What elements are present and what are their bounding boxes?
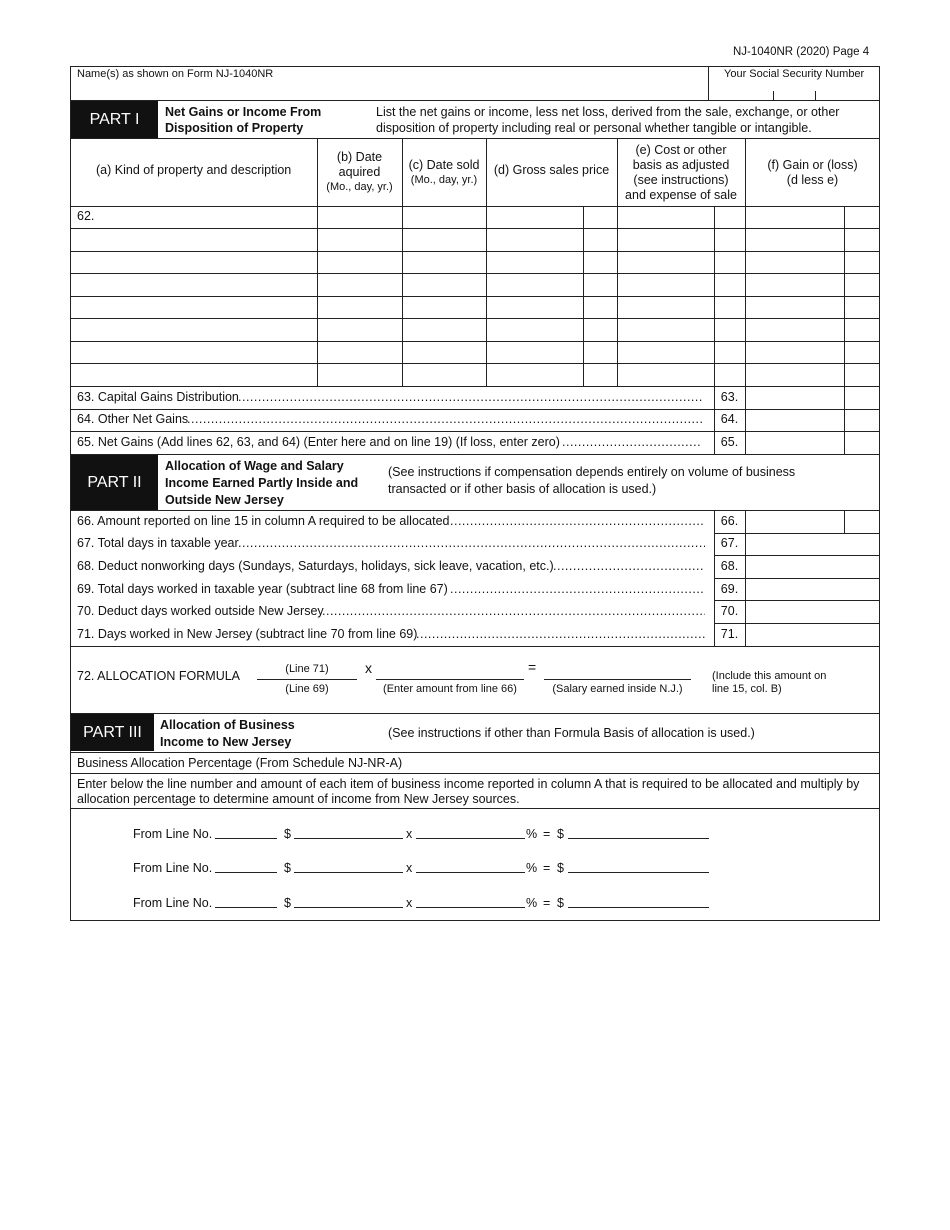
col-e-header-4: and expense of sale: [625, 188, 737, 202]
col-d-header: (d) Gross sales price: [493, 163, 610, 177]
formula-fraction-bar: [257, 679, 357, 680]
amount-field[interactable]: [294, 872, 403, 873]
part3-instructions-2: allocation percentage to determine amount of income from New Jersey sources.: [77, 792, 520, 806]
formula-salary-label: (Salary earned inside N.J.): [552, 683, 683, 695]
formula-times: x: [365, 660, 372, 676]
ssn-label: Your Social Security Number: [724, 68, 865, 80]
part3-title-2: Income to New Jersey: [160, 735, 292, 749]
line-63-input[interactable]: [745, 386, 880, 409]
line-69-label: 69. Total days worked in taxable year (subtract line 68 from line 67): [77, 582, 448, 596]
col-b-header-3: (Mo., day, yr.): [326, 181, 393, 193]
formula-denominator: (Line 69): [285, 683, 329, 695]
line-62-label: 62.: [77, 209, 95, 223]
line-66-num: 66.: [720, 514, 739, 528]
part3-desc: (See instructions if other than Formula Basis of allocation is used.): [388, 726, 755, 740]
col-a-header: (a) Kind of property and description: [96, 163, 292, 177]
col-e-header-2: basis as adjusted: [632, 158, 730, 172]
percentage-field[interactable]: [416, 838, 525, 839]
dollar-sign: $: [557, 861, 564, 875]
result-field[interactable]: [568, 872, 709, 873]
part3-instructions-1: Enter below the line number and amount of each item of business income reported in column A that is required to be allocated and multiply by: [77, 777, 860, 791]
line-64-label: 64. Other Net Gains: [77, 412, 189, 426]
formula-enter-amount: (Enter amount from line 66): [383, 683, 517, 695]
equals-sign: =: [543, 896, 551, 910]
line-63-label: 63. Capital Gains Distribution: [77, 390, 239, 404]
part2-title-3: Outside New Jersey: [165, 493, 284, 507]
part2-title-2: Income Earned Partly Inside and: [165, 476, 359, 490]
names-field[interactable]: [70, 66, 708, 100]
col-c-header-2: (Mo., day, yr.): [410, 174, 478, 186]
part2-desc-2: transacted or if other basis of allocation is used.): [388, 482, 657, 496]
part3-tag: PART III: [71, 714, 154, 751]
part1-tag: PART I: [71, 101, 158, 138]
page-label: NJ-1040NR (2020) Page 4: [733, 46, 870, 58]
part3-title-1: Allocation of Business: [160, 718, 295, 732]
from-line-label: From Line No.: [133, 896, 213, 910]
col-b-header-2: aquired: [338, 165, 381, 179]
from-line-label: From Line No.: [133, 861, 213, 875]
line-65-label: 65. Net Gains (Add lines 62, 63, and 64) (Enter here and on line 19) (If loss, enter zero): [77, 435, 560, 449]
col-f-header-1: (f) Gain or (loss): [767, 158, 858, 172]
line-70-label: 70. Deduct days worked outside New Jersey: [77, 604, 324, 618]
names-label: Name(s) as shown on Form NJ-1040NR: [77, 68, 274, 80]
line-67-label: 67. Total days in taxable year: [77, 536, 239, 550]
percentage-field[interactable]: [416, 872, 525, 873]
percent-sign: %: [526, 861, 538, 875]
formula-include-2: line 15, col. B): [712, 683, 782, 695]
line-number-field[interactable]: [215, 838, 277, 839]
line-64-num: 64.: [720, 412, 739, 426]
line-67-input[interactable]: [745, 533, 880, 555]
line-67-num: 67.: [720, 536, 739, 550]
percent-sign: %: [526, 896, 538, 910]
line-number-field[interactable]: [215, 872, 277, 873]
line-70-input[interactable]: [745, 600, 880, 623]
times-sign: x: [406, 827, 413, 841]
ssn-field[interactable]: [709, 80, 879, 100]
from-line-label: From Line No.: [133, 827, 213, 841]
line-71-label: 71. Days worked in New Jersey (subtract line 70 from line 69): [77, 627, 418, 641]
line-69-num: 69.: [720, 582, 739, 596]
formula-numerator: (Line 71): [285, 663, 329, 675]
part1-title-1: Net Gains or Income From: [165, 105, 322, 119]
part2-title-1: Allocation of Wage and Salary: [165, 459, 344, 473]
formula-equals: =: [528, 659, 537, 675]
part1-title-2: Disposition of Property: [165, 121, 304, 135]
line-68-label: 68. Deduct nonworking days (Sundays, Saturdays, holidays, sick leave, vacation, etc.): [77, 559, 554, 573]
times-sign: x: [406, 896, 413, 910]
line-70-num: 70.: [720, 604, 739, 618]
part1-desc-2: disposition of property including real or personal whether tangible or intangible.: [376, 121, 812, 135]
dollar-sign: $: [557, 827, 564, 841]
col-c-header-1: (c) Date sold: [408, 158, 480, 172]
col-b-header-1: (b) Date: [336, 150, 383, 164]
col-e-header-1: (e) Cost or other: [635, 143, 727, 157]
part2-tag: PART II: [71, 455, 158, 510]
dollar-sign: $: [284, 861, 291, 875]
line-65-input[interactable]: [745, 431, 880, 454]
amount-field[interactable]: [294, 907, 403, 908]
dollar-sign: $: [284, 896, 291, 910]
equals-sign: =: [543, 861, 551, 875]
dollar-sign: $: [557, 896, 564, 910]
percentage-field[interactable]: [416, 907, 525, 908]
result-field[interactable]: [568, 838, 709, 839]
line-66-label: 66. Amount reported on line 15 in column A required to be allocated: [77, 514, 450, 528]
line-72-label: 72. ALLOCATION FORMULA: [77, 669, 241, 683]
formula-amount-field[interactable]: [376, 679, 524, 680]
formula-salary-field[interactable]: [544, 679, 691, 680]
part1-desc-1: List the net gains or income, less net loss, derived from the sale, exchange, or other: [376, 105, 840, 119]
line-66-input[interactable]: [745, 510, 880, 533]
part2-desc-1: (See instructions if compensation depends entirely on volume of business: [388, 465, 796, 479]
line-number-field[interactable]: [215, 907, 277, 908]
line-71-input[interactable]: [745, 623, 880, 646]
times-sign: x: [406, 861, 413, 875]
bap-label: Business Allocation Percentage (From Schedule NJ-NR-A): [77, 756, 403, 770]
line-65-num: 65.: [720, 435, 739, 449]
line-64-input[interactable]: [745, 409, 880, 431]
equals-sign: =: [543, 827, 551, 841]
dollar-sign: $: [284, 827, 291, 841]
line-69-input[interactable]: [745, 578, 880, 600]
amount-field[interactable]: [294, 838, 403, 839]
formula-include-1: (Include this amount on: [712, 670, 827, 682]
result-field[interactable]: [568, 907, 709, 908]
line-71-num: 71.: [720, 627, 739, 641]
line-63-num: 63.: [720, 390, 739, 404]
line-68-num: 68.: [720, 559, 739, 573]
col-f-header-2: (d less e): [786, 173, 839, 187]
col-e-header-3: (see instructions): [633, 173, 729, 187]
line-68-input[interactable]: [745, 555, 880, 578]
percent-sign: %: [526, 827, 538, 841]
